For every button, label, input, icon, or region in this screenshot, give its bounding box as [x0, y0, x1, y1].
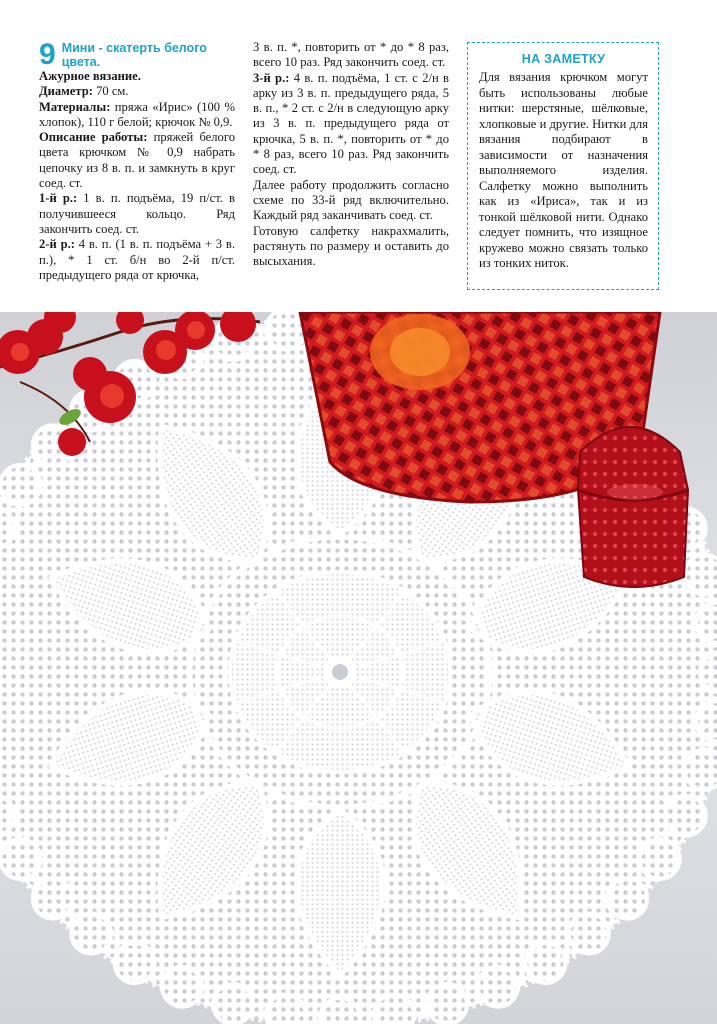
row2-label: 2-й р.:: [39, 237, 75, 252]
border-scallop: [685, 749, 717, 789]
instructions-column-2: [253, 40, 449, 269]
border-scallop: [320, 998, 360, 1024]
border-scallop: [640, 839, 680, 879]
doily-photo: [0, 312, 717, 1024]
border-scallop: [696, 603, 717, 643]
border-scallop: [33, 879, 73, 919]
border-scallop: [569, 913, 609, 953]
border-scallop: [266, 994, 306, 1024]
row2-continuation: 3 в. п. *, повторить от * до * 8 раз, всего 10 раз. Ряд закончить соед. ст.: [253, 40, 449, 70]
row3-value: 4 в. п. подъёма, 1 ст. с 2/н в арку из 3 в. п. предыдущего ряда, 5 в. п., * 2 ст. с 2/н в следующую арку из 3 в. п. предыдущего ряда от крючка, 5 в. п. *, повторить от * до * 8 раз, всего 10 раз. Ряд закончить соед. ст.: [253, 70, 449, 177]
row2-line: [39, 237, 235, 283]
pattern-title: Мини - скатерть белого цвета.: [61, 41, 207, 69]
border-scallop: [666, 796, 706, 836]
red-candle-holder: [578, 427, 688, 587]
border-scallop: [374, 994, 414, 1024]
description-label: Описание работы:: [39, 130, 148, 145]
continue-text: Далее работу продолжить согласно схеме по 33-й ряд включительно. Каждый ряд заканчивать соед. ст.: [253, 177, 449, 223]
doily-photo-illustration: [0, 312, 717, 1024]
border-scallop: [427, 984, 467, 1024]
description-line: [39, 130, 235, 191]
border-scallop: [478, 967, 518, 1007]
border-scallop: [0, 839, 40, 879]
instructions-column-1: [39, 40, 235, 283]
border-scallop: [115, 943, 155, 983]
border-scallop: [685, 555, 717, 595]
border-scallop: [162, 967, 202, 1007]
row1-line: [39, 191, 235, 237]
diameter-value: 70 см.: [92, 84, 129, 99]
materials-line: [39, 100, 235, 131]
row3-label: 3-й р.:: [253, 70, 290, 85]
border-scallop: [213, 984, 253, 1024]
materials-value: пряжа «Ирис» (100 % хлопок), 110 г белой; крючок № 0,9.: [39, 99, 235, 129]
note-box: [467, 42, 659, 290]
note-text: Для вязания крючком могут быть использованы любые нитки: шерстяные, шёлковые, хлопковые и другие. Нитки для вязания подбирают в зависимости от назначения выполняемого изделия. Салфетку можно выполнить как из «Ириса», так и из тонкой шёлковой нити. Однако следует помнить, что изящное кружево можно связать только из тонких ниток.: [479, 70, 648, 270]
row2-value-a: 4 в. п. (1 в. п. подъёма + 3 в. п.), * 1 ст. б/н во 2-й п/ст. предыдущего ряда от крючка,: [39, 237, 235, 282]
description-value: пряжей белого цвета крючком № 0,9 набрать цепочку из 8 в. п. и замкнуть в круг соед. ст.: [39, 130, 235, 191]
border-scallop: [696, 701, 717, 741]
border-scallop: [71, 913, 111, 953]
border-scallop: [0, 465, 40, 505]
diameter-label: Диаметр:: [39, 84, 93, 99]
row1-value: 1 в. п. подъёма, 19 п/ст. в получившееся кольцо. Ряд закончить соед. ст.: [39, 191, 235, 236]
diameter-line: [39, 84, 235, 99]
pattern-number: 9: [39, 38, 56, 71]
row3-line: [253, 71, 449, 178]
article-heading: [39, 40, 235, 69]
border-scallop: [607, 879, 647, 919]
border-scallop: [525, 943, 565, 983]
materials-label: Материалы:: [39, 99, 111, 114]
finish-text: Готовую салфетку накрахмалить, растянуть по размеру и оставить до высыхания.: [253, 223, 449, 269]
pattern-subtitle: Ажурное вязание.: [39, 69, 141, 83]
row1-label: 1-й р.:: [39, 191, 78, 206]
note-title: НА ЗАМЕТКУ: [521, 52, 606, 66]
